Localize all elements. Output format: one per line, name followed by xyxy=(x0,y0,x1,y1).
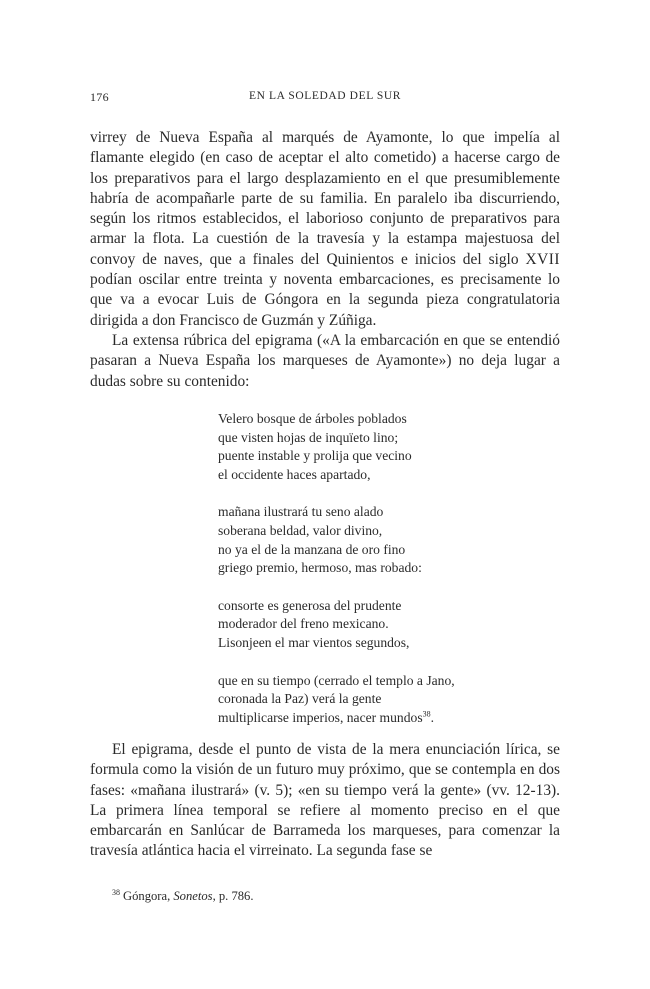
paragraph-3: El epigrama, desde el punto de vista de la mera enunciación lírica, se formula como la visión de un futuro muy próximo, que se contempla en dos fases: «mañana ilustrará» (v. 5); «en su tiempo verá la gente» (vv. 12-13). La primera línea temporal se refiere al momento preciso en el que embarcarán en Sanlúcar de Barrameda los marqueses, para comenzar la travesía atlántica hacia el virreinato. La segunda fase se xyxy=(90,741,560,860)
verse-final-punctuation: . xyxy=(430,709,435,725)
verse-line-last xyxy=(218,709,558,728)
body-text-bottom xyxy=(90,740,560,862)
verse-line: griego premio, hermoso, mas robado: xyxy=(218,560,422,576)
paragraph-1-part-2: podían oscilar entre treinta y noventa embarcaciones, es precisamente lo que va a evocar Luis de Góngora en la segunda pieza congratulatoria dirigida a don Francisco de Guzmán y Zúñiga. xyxy=(90,271,560,329)
footnote-author: Góngora, xyxy=(123,889,174,903)
paragraph-1 xyxy=(90,128,560,331)
verse-line: Velero bosque de árboles poblados xyxy=(218,411,407,426)
footnote-reference[interactable]: 38 xyxy=(422,709,431,719)
footnote xyxy=(112,888,560,904)
verse-line: soberana beldad, valor divino, xyxy=(218,522,383,538)
body-text-top xyxy=(90,128,560,392)
verse-line: no ya el de la manzana de oro fino xyxy=(218,541,406,557)
paragraph-1-part-1: virrey de Nueva España al marqués de Ayamonte, lo que impelía al flamante elegido (en caso de aceptar el alto cometido) a hacerse cargo de los preparativos para el largo desplazamiento en el que presumiblemente habría de acompañarle parte de su familia. En paralelo iba discurriendo, según los ritmos establecidos, el laborioso conjunto de preparativos para armar la flota. La cuestión de la travesía y la estampa majestuosa del convoy de naves, que a finales del Quinientos e inicios del siglo xyxy=(90,129,560,268)
verse-line: moderador del freno mexicano. xyxy=(218,616,389,632)
verse-text: multiplicarse imperios, nacer mundos xyxy=(218,709,423,725)
verse-line: que en su tiempo (cerrado el templo a Jano, xyxy=(218,672,455,688)
stanza-2 xyxy=(218,503,558,577)
page-number: 176 xyxy=(90,90,109,104)
running-head xyxy=(90,90,560,106)
footnote-page: , p. 786. xyxy=(212,889,254,903)
verse-line: mañana ilustrará tu seno alado xyxy=(218,504,384,520)
verse-line: consorte es generosa del prudente xyxy=(218,597,402,613)
paragraph-2: La extensa rúbrica del epigrama («A la embarcación en que se entendió pasaran a Nueva España los marqueses de Ayamonte») no deja lugar a dudas sobre su contenido: xyxy=(90,331,560,390)
verse-line: que visten hojas de inquïeto lino; xyxy=(218,429,399,445)
stanza-4 xyxy=(218,672,558,728)
verse-line: puente instable y prolija que vecino xyxy=(218,448,412,464)
stanza-3 xyxy=(218,597,558,653)
running-title: EN LA SOLEDAD DEL SUR xyxy=(248,90,402,102)
verse-line: coronada la Paz) verá la gente xyxy=(218,691,382,707)
footnote-work-title: Sonetos xyxy=(173,889,213,903)
poem-epigram xyxy=(218,410,558,727)
stanza-1 xyxy=(218,410,558,484)
century-numeral: XVII xyxy=(525,250,560,268)
verse-line: el occidente haces apartado, xyxy=(218,466,371,482)
verse-line: Lisonjeen el mar vientos segundos, xyxy=(218,634,410,650)
footnote-number: 38 xyxy=(112,887,120,897)
